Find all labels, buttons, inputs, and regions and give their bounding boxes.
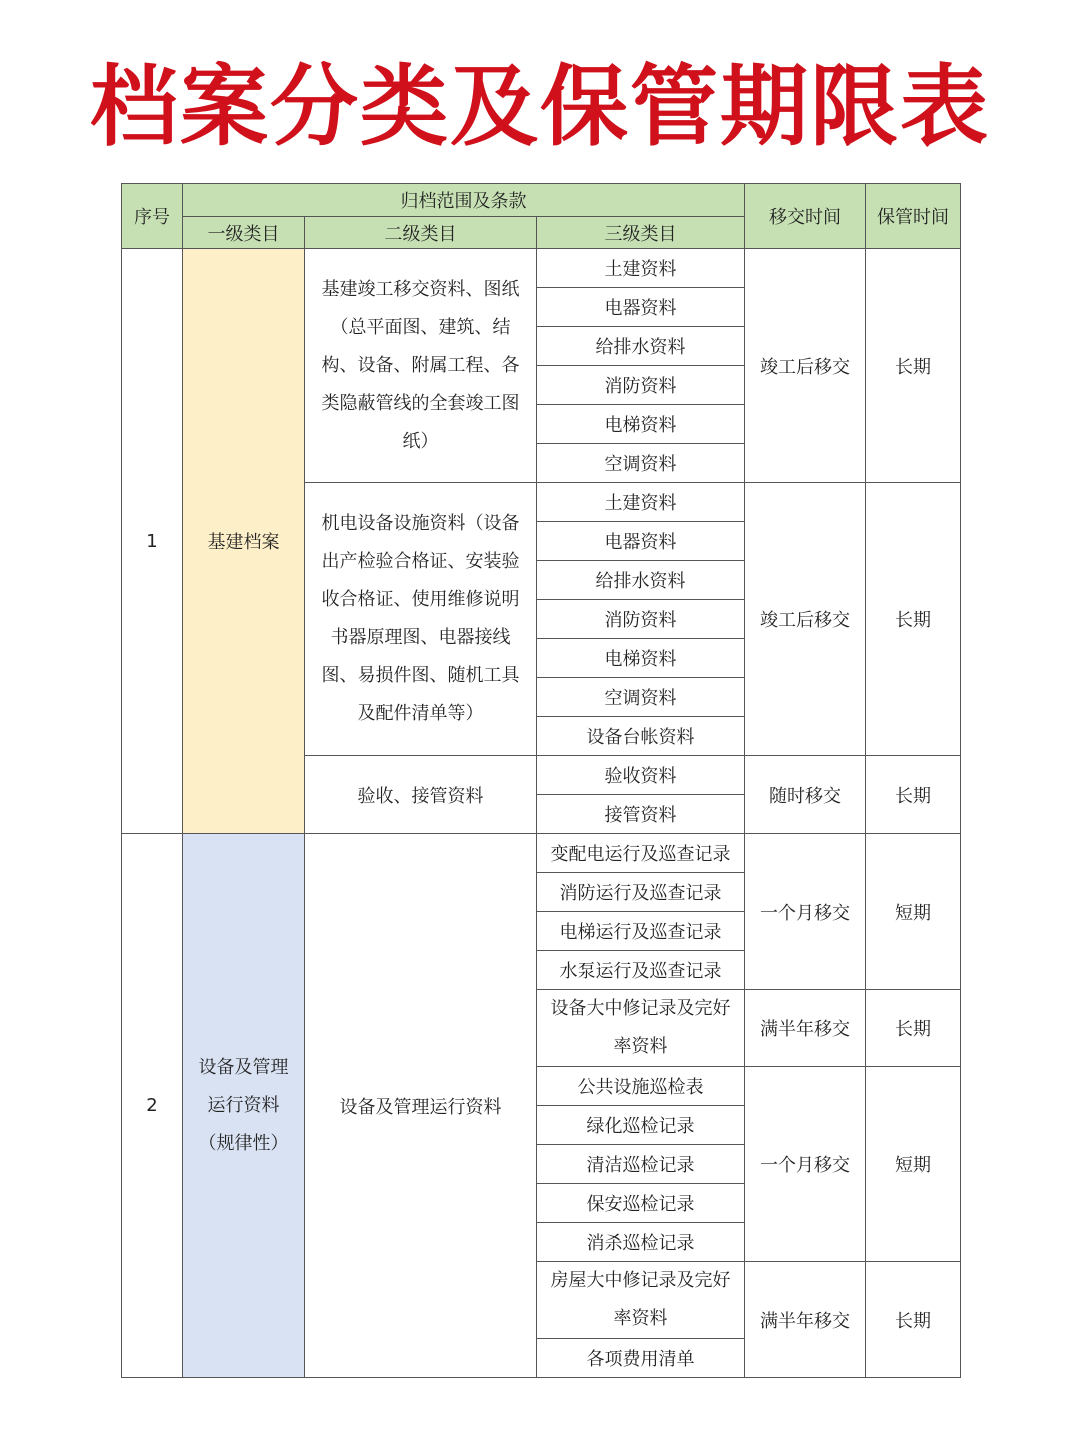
header-retention: 保管时间 (866, 184, 961, 249)
cat1-g2-transfer: 竣工后移交 (745, 483, 866, 756)
table-cell-level3: 电梯资料 (537, 405, 745, 444)
cat1-g1-desc: 基建竣工移交资料、图纸（总平面图、建筑、结构、设备、附属工程、各类隐蔽管线的全套竣工图纸） (305, 249, 537, 483)
cat1-g2-retention: 长期 (866, 483, 961, 756)
page-title: 档案分类及保管期限表 (89, 55, 990, 158)
table-cell-level3: 土建资料 (537, 483, 745, 522)
cat1-name: 基建档案 (183, 249, 305, 834)
table-cell-level3: 给排水资料 (537, 327, 745, 366)
cat2-level2: 设备及管理运行资料 (305, 834, 537, 1378)
table-cell-level3: 给排水资料 (537, 561, 745, 600)
table-cell-level3: 房屋大中修记录及完好率资料 (537, 1262, 745, 1339)
cat2-g1-retention: 短期 (866, 834, 961, 990)
cat1-g2-desc: 机电设备设施资料（设备出产检验合格证、安装验收合格证、使用维修说明书器原理图、电器接线图、易损件图、随机工具及配件清单等） (305, 483, 537, 756)
cat1-g3-retention: 长期 (866, 756, 961, 834)
header-seq: 序号 (122, 184, 183, 249)
cat2-g3-transfer: 一个月移交 (745, 1067, 866, 1262)
table-cell-level3: 电器资料 (537, 288, 745, 327)
cat2-g3-retention: 短期 (866, 1067, 961, 1262)
table-cell-level3: 清洁巡检记录 (537, 1145, 745, 1184)
cat1-g3-desc: 验收、接管资料 (305, 756, 537, 834)
table-cell-level3: 电梯资料 (537, 639, 745, 678)
table-cell-level3: 公共设施巡检表 (537, 1067, 745, 1106)
header-level2: 二级类目 (305, 217, 537, 249)
table-cell-level3: 绿化巡检记录 (537, 1106, 745, 1145)
cat2-seq: 2 (122, 834, 183, 1378)
table-cell-level3: 消防资料 (537, 600, 745, 639)
table-cell-level3: 验收资料 (537, 756, 745, 795)
cat2-g1-transfer: 一个月移交 (745, 834, 866, 990)
cat2-g2-retention: 长期 (866, 990, 961, 1067)
table-cell-level3: 接管资料 (537, 795, 745, 834)
cat1-g1-retention: 长期 (866, 249, 961, 483)
cat2-name: 设备及管理运行资料（规律性） (183, 834, 305, 1378)
table-cell-level3: 水泵运行及巡查记录 (537, 951, 745, 990)
table-cell-level3: 土建资料 (537, 249, 745, 288)
cat2-g4-transfer: 满半年移交 (745, 1262, 866, 1378)
header-level3: 三级类目 (537, 217, 745, 249)
table-cell-level3: 空调资料 (537, 678, 745, 717)
table-cell-level3: 消防资料 (537, 366, 745, 405)
cat1-g3-transfer: 随时移交 (745, 756, 866, 834)
header-scope: 归档范围及条款 (183, 184, 745, 217)
table-cell-level3: 消杀巡检记录 (537, 1223, 745, 1262)
table-cell-level3: 空调资料 (537, 444, 745, 483)
table-cell-level3: 消防运行及巡查记录 (537, 873, 745, 912)
table-cell-level3: 电梯运行及巡查记录 (537, 912, 745, 951)
cat1-g1-transfer: 竣工后移交 (745, 249, 866, 483)
table-cell-level3: 保安巡检记录 (537, 1184, 745, 1223)
table-cell-level3: 设备台帐资料 (537, 717, 745, 756)
cat1-seq: 1 (122, 249, 183, 834)
archive-table (121, 183, 961, 1378)
table-cell-level3: 设备大中修记录及完好率资料 (537, 990, 745, 1067)
table-cell-level3: 变配电运行及巡查记录 (537, 834, 745, 873)
cat2-g2-transfer: 满半年移交 (745, 990, 866, 1067)
header-level1: 一级类目 (183, 217, 305, 249)
header-transfer: 移交时间 (745, 184, 866, 249)
table-cell-level3: 各项费用清单 (537, 1339, 745, 1378)
table-cell-level3: 电器资料 (537, 522, 745, 561)
cat2-g4-retention: 长期 (866, 1262, 961, 1378)
